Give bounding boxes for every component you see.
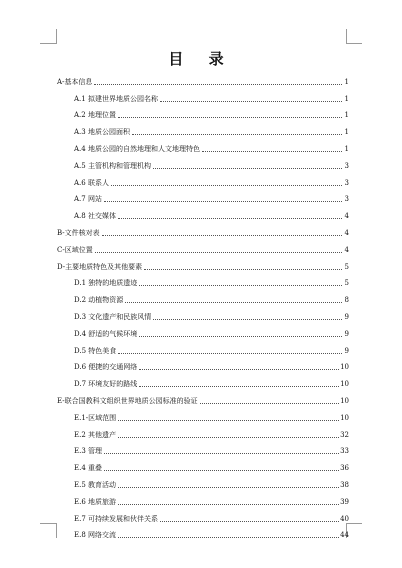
toc-entry-label: E.7 可持续发展和伙伴关系 — [74, 514, 159, 523]
toc-entry-label: D.7 环境友好的路线 — [74, 380, 138, 389]
toc-entry-label: A-基本信息 — [57, 77, 93, 86]
toc-entry[interactable] — [57, 339, 349, 356]
toc-entry[interactable] — [57, 104, 349, 121]
toc-entry-page-number: 36 — [340, 464, 349, 473]
toc-entry[interactable] — [57, 238, 349, 255]
toc-entry[interactable] — [57, 507, 349, 524]
toc-entry-label: E.1-区域范围 — [74, 413, 117, 422]
toc-entry[interactable] — [57, 87, 349, 104]
toc-leader-dots — [95, 252, 342, 253]
toc-entry[interactable] — [57, 188, 349, 205]
toc-leader-dots — [139, 369, 339, 370]
toc-leader-dots — [144, 269, 342, 270]
toc-entry-page-number: 10 — [340, 396, 349, 405]
toc-entry-label: A.6 联系人 — [74, 178, 109, 187]
toc-entry-label: E.8 网络交流 — [74, 531, 117, 540]
toc-entry[interactable] — [57, 473, 349, 490]
toc-entry[interactable] — [57, 154, 349, 171]
toc-leader-dots — [102, 235, 342, 236]
toc-entry[interactable] — [57, 255, 349, 272]
toc-entry-page-number: 10 — [340, 363, 349, 372]
toc-leader-dots — [118, 504, 339, 505]
toc-entry-label: A.4 地质公园的自然地理和人文地理特色 — [74, 144, 200, 153]
toc-entry-page-number: 1 — [344, 144, 349, 153]
toc-entry-label: E.6 地质旅游 — [74, 497, 117, 506]
toc-leader-dots — [118, 487, 339, 488]
toc-entry-label: D.1 独特的地质遗迹 — [74, 279, 138, 288]
toc-entry-label: A.1 拟建世界地质公园名称 — [74, 94, 158, 103]
toc-entry-label: A.8 社交媒体 — [74, 212, 116, 221]
toc-leader-dots — [139, 336, 342, 337]
toc-entry-page-number: 10 — [340, 413, 349, 422]
toc-entry[interactable] — [57, 406, 349, 423]
toc-entry-page-number: 44 — [340, 531, 349, 540]
toc-leader-dots — [94, 84, 342, 85]
toc-leader-dots — [104, 453, 339, 454]
toc-leader-dots — [153, 319, 342, 320]
toc-entry-page-number: 1 — [344, 94, 349, 103]
toc-entry-label: E-联合国教科文组织世界地质公园标准的验证 — [57, 396, 198, 405]
toc-entry-label: E.2 其他遗产 — [74, 430, 117, 439]
toc-entry[interactable] — [57, 305, 349, 322]
toc-leader-dots — [153, 168, 342, 169]
toc-entry-label: E.3 管理 — [74, 447, 103, 456]
toc-leader-dots — [118, 437, 339, 438]
toc-entry-page-number: 4 — [344, 245, 349, 254]
toc-entry[interactable] — [57, 70, 349, 87]
toc-entry-label: D-主要地质特色及其他要素 — [57, 262, 143, 271]
toc-leader-dots — [104, 201, 342, 202]
toc-entry-page-number: 33 — [340, 447, 349, 456]
crop-mark-top-right-h — [346, 43, 362, 44]
toc-entry-page-number: 1 — [344, 111, 349, 120]
toc-entry-page-number: 9 — [344, 346, 349, 355]
toc-entry-page-number: 1 — [344, 128, 349, 137]
toc-entry-page-number: 1 — [344, 77, 349, 86]
toc-entry-page-number: 5 — [344, 279, 349, 288]
toc-entry-label: A.3 地质公园面积 — [74, 128, 130, 137]
toc-entry[interactable] — [57, 221, 349, 238]
toc-entry-page-number: 10 — [340, 380, 349, 389]
toc-entry-label: D.4 舒适的气候环境 — [74, 329, 138, 338]
toc-entry-label: D.2 动植物资源 — [74, 296, 124, 305]
toc-entry-page-number: 40 — [340, 514, 349, 523]
toc-leader-dots — [200, 403, 339, 404]
toc-entry-page-number: 39 — [340, 497, 349, 506]
toc-entry[interactable] — [57, 440, 349, 457]
toc-entry-page-number: 9 — [344, 312, 349, 321]
toc-entry-page-number: 3 — [344, 195, 349, 204]
page-title: 目 录 — [168, 50, 234, 68]
toc-leader-dots — [125, 302, 342, 303]
toc-leader-dots — [118, 353, 342, 354]
toc-entry-page-number: 4 — [344, 228, 349, 237]
toc-entry[interactable] — [57, 204, 349, 221]
toc-entry[interactable] — [57, 490, 349, 507]
toc-entry[interactable] — [57, 272, 349, 289]
toc-entry[interactable] — [57, 120, 349, 137]
toc-leader-dots — [139, 285, 342, 286]
toc-entry[interactable] — [57, 372, 349, 389]
toc-entry-page-number: 3 — [344, 161, 349, 170]
toc-entry-page-number: 38 — [340, 480, 349, 489]
toc-entry-label: E.5 教育活动 — [74, 480, 117, 489]
toc-leader-dots — [118, 218, 342, 219]
toc-leader-dots — [118, 537, 339, 538]
toc-entry-label: A.2 地理位置 — [74, 111, 116, 120]
toc-leader-dots — [104, 470, 339, 471]
toc-entry-label: D.3 文化遗产和民族风情 — [74, 312, 152, 321]
toc-leader-dots — [118, 117, 342, 118]
toc-entry[interactable] — [57, 389, 349, 406]
toc-entry[interactable] — [57, 322, 349, 339]
toc-entry-label: D.6 便捷的交通网络 — [74, 363, 138, 372]
toc-entry-label: A.5 主管机构和管理机构 — [74, 161, 151, 170]
toc-leader-dots — [202, 151, 342, 152]
toc-entry[interactable] — [57, 524, 349, 541]
toc-entry-page-number: 5 — [344, 262, 349, 271]
toc-leader-dots — [139, 386, 339, 387]
toc-entry[interactable] — [57, 288, 349, 305]
toc-leader-dots — [118, 420, 339, 421]
toc-entry-page-number: 3 — [344, 178, 349, 187]
toc-entry-label: A.7 网站 — [74, 195, 102, 204]
toc-entry-page-number: 9 — [344, 329, 349, 338]
crop-mark-bottom-left-h — [40, 523, 56, 524]
toc-entry[interactable] — [57, 423, 349, 440]
toc-entry[interactable] — [57, 171, 349, 188]
table-of-contents — [57, 70, 349, 540]
toc-entry-label: E.4 重叠 — [74, 464, 103, 473]
toc-entry[interactable] — [57, 356, 349, 373]
toc-entry-label: D.5 特色美食 — [74, 346, 117, 355]
toc-leader-dots — [160, 101, 342, 102]
toc-leader-dots — [111, 185, 342, 186]
toc-leader-dots — [132, 134, 342, 135]
crop-mark-top-left-v — [56, 29, 57, 44]
toc-entry-label: C-区域位置 — [57, 245, 93, 254]
toc-entry[interactable] — [57, 137, 349, 154]
toc-entry[interactable] — [57, 456, 349, 473]
crop-mark-top-right-v — [346, 29, 347, 44]
toc-entry-page-number: 8 — [344, 296, 349, 305]
toc-entry-page-number: 4 — [344, 212, 349, 221]
toc-entry-label: B-文件核对表 — [57, 228, 100, 237]
toc-leader-dots — [160, 521, 339, 522]
toc-entry-page-number: 32 — [340, 430, 349, 439]
crop-mark-top-left-h — [40, 43, 56, 44]
